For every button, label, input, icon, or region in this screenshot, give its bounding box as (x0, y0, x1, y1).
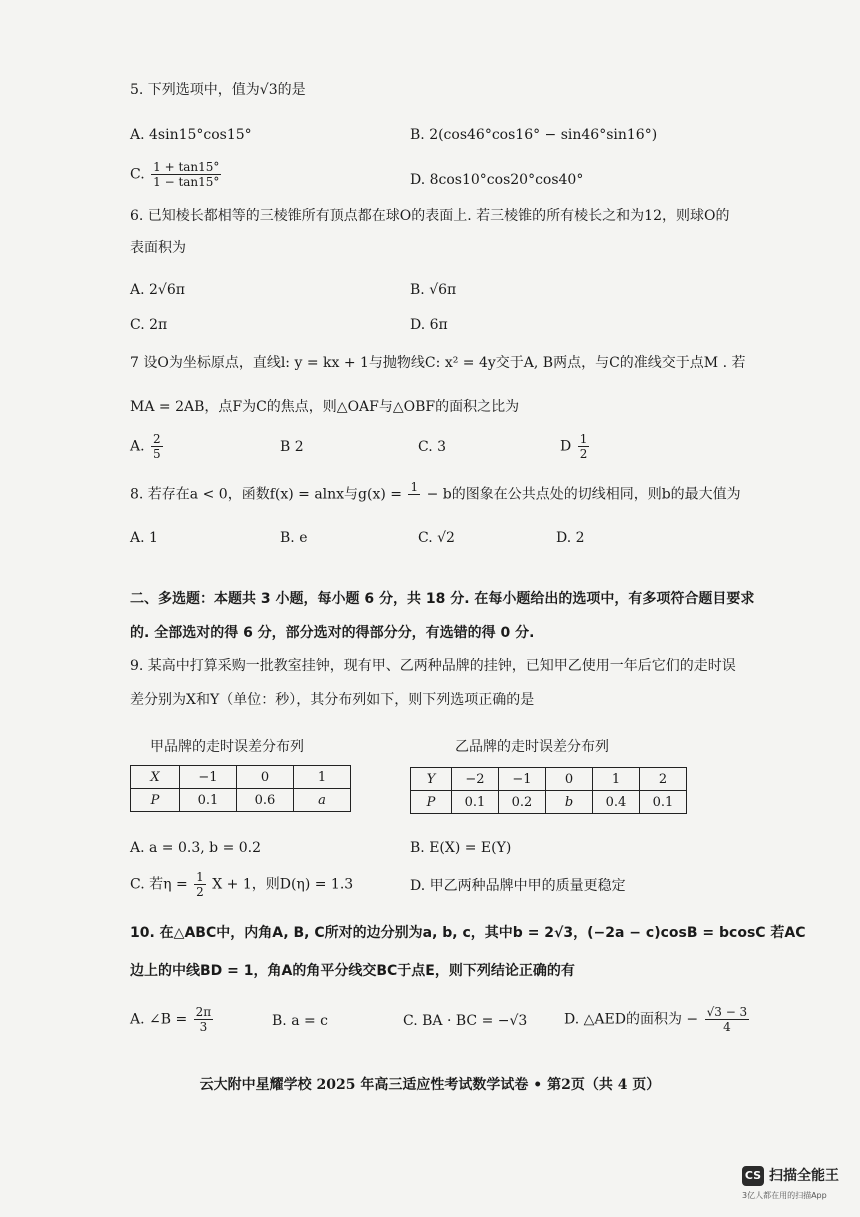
q6-stem-line1: 6. 已知棱长都相等的三棱锥所有顶点都在球O的表面上. 若三棱锥的所有棱长之和为12，则球O的 (130, 208, 730, 224)
page-footer: 云大附中星耀学校 2025 年高三适应性考试数学试卷 • 第2页（共 4 页） (199, 1077, 661, 1093)
q9-table-x-cell: 0.1 (180, 789, 237, 812)
q9-table-y-cell: P (411, 791, 452, 814)
q10-option-a-fraction (194, 1005, 214, 1034)
q9-table-y-header-row (411, 768, 687, 791)
q5-option-c-label: C. (130, 166, 145, 183)
q9-option-d: D. 甲乙两种品牌中甲的质量更稳定 (410, 878, 626, 894)
q9-table-y-header-cell: 1 (593, 768, 640, 791)
q5-option-c-denominator: 1 − tan15° (153, 175, 220, 189)
q7-stem-line1: 7 设O为坐标原点，直线l: y = kx + 1与抛物线C: x² = 4y交于A, B两点，与C的准线交于点M . 若 (130, 355, 746, 371)
q5-option-c (130, 160, 223, 189)
q9-option-a: A. a = 0.3, b = 0.2 (130, 840, 262, 856)
q9-table-y-cell: 0.2 (499, 791, 546, 814)
q8-stem-pre: 8. 若存在a < 0，函数f(x) = alnx与g(x) = (130, 486, 403, 503)
q9-table-x-header-cell: 0 (237, 766, 294, 789)
q8-option-b: B. e (280, 530, 308, 546)
q9-table-y-header-cell: Y (411, 768, 452, 791)
q7-option-d (560, 432, 591, 461)
q5-option-c-fraction (151, 160, 221, 189)
section2-heading-line2: 的. 全部选对的得 6 分，部分选对的得部分分，有选错的得 0 分. (130, 625, 535, 641)
q9-option-c-fraction (194, 870, 206, 899)
q9-table-y-cell: 0.4 (593, 791, 640, 814)
q9-table-y-header-cell: −1 (499, 768, 546, 791)
q7-option-d-numerator: 1 (579, 432, 588, 446)
q9-table-x-cell: a (294, 789, 351, 812)
q7-option-a-fraction (151, 432, 163, 461)
q7-option-d-fraction (578, 432, 590, 461)
q9-table-x (130, 765, 351, 812)
scanner-logo (742, 1164, 852, 1208)
q9-table-x-header-cell: −1 (180, 766, 237, 789)
q8-stem-fraction-denominator (408, 495, 420, 509)
q10-option-d-pre: D. △AED的面积为 (564, 1011, 682, 1028)
q9-stem-line2: 差分别为X和Y（单位：秒），其分布列如下，则下列选项正确的是 (130, 692, 535, 708)
q8-option-a: A. 1 (130, 530, 158, 546)
q8-stem (130, 480, 741, 509)
q7-stem-line2: MA = 2AB，点F为C的焦点，则△OAF与△OBF的面积之比为 (130, 399, 520, 415)
scanner-logo-name: 扫描全能王 (769, 1168, 839, 1184)
q5-option-b: B. 2(cos46°cos16° − sin46°sin16°) (410, 127, 658, 143)
q9-option-c-numerator: 1 (196, 870, 204, 884)
q9-option-c (130, 870, 353, 899)
q10-option-a-denominator: 3 (199, 1020, 208, 1034)
q10-option-c: C. BA · BC = −√3 (403, 1013, 528, 1029)
q9-table-x-header-row (131, 766, 351, 789)
q8-stem-post: − b的图象在公共点处的切线相同，则b的最大值为 (426, 486, 741, 503)
q10-option-d-denominator: 4 (723, 1020, 731, 1034)
q9-option-c-post: X + 1，则D(η) = 1.3 (212, 876, 354, 893)
q7-option-d-label: D (560, 438, 572, 455)
q9-option-b: B. E(X) = E(Y) (410, 840, 512, 856)
q8-stem-fraction-numerator: 1 (410, 480, 419, 494)
q8-option-c: C. √2 (418, 530, 455, 546)
q9-table-y-header-cell: 0 (546, 768, 593, 791)
scanner-logo-badge: CS (742, 1166, 764, 1186)
q7-option-d-denominator: 2 (579, 447, 588, 461)
q9-table-x-header-cell: X (131, 766, 180, 789)
q9-table-y-prob-row (411, 791, 687, 814)
q9-option-c-denominator: 2 (196, 885, 204, 899)
scanner-logo-tagline: 3亿人都在用的扫描App (742, 1191, 827, 1200)
q7-option-a-numerator: 2 (153, 432, 161, 446)
q9-table-y-cell: 0.1 (640, 791, 687, 814)
q10-option-d-sign: − (686, 1011, 699, 1028)
q9-option-c-pre: C. 若η = (130, 876, 188, 893)
q7-option-a (130, 432, 165, 461)
q10-stem-line2: 边上的中线BD = 1，角A的角平分线交BC于点E，则下列结论正确的有 (130, 963, 575, 979)
q9-table-y (410, 767, 687, 814)
q9-table-x-prob-row (131, 789, 351, 812)
q6-option-d: D. 6π (410, 317, 448, 333)
q6-option-c: C. 2π (130, 317, 168, 333)
q6-option-a: A. 2√6π (130, 282, 185, 298)
q9-table-x-cell: 0.6 (237, 789, 294, 812)
q5-option-d: D. 8cos10°cos20°cos40° (410, 172, 584, 188)
q8-option-d: D. 2 (556, 530, 585, 546)
q10-option-d-fraction (705, 1005, 750, 1034)
q7-option-c: C. 3 (418, 439, 447, 455)
q9-table-y-cell: b (546, 791, 593, 814)
q10-option-d (564, 1005, 751, 1034)
q9-table-y-caption: 乙品牌的走时误差分布列 (455, 739, 609, 755)
q10-option-a-pre: A. ∠B = (130, 1011, 188, 1028)
q10-option-b: B. a = c (272, 1013, 329, 1029)
q9-table-x-cell: P (131, 789, 180, 812)
q9-table-x-caption: 甲品牌的走时误差分布列 (150, 739, 304, 755)
section2-heading-line1: 二、多选题：本题共 3 小题，每小题 6 分，共 18 分. 在每小题给出的选项中，有多项符合题目要求 (130, 591, 755, 607)
q5-stem: 5. 下列选项中，值为√3的是 (130, 82, 306, 98)
q9-table-y-header-cell: −2 (452, 768, 499, 791)
q9-stem-line1: 9. 某高中打算采购一批教室挂钟，现有甲、乙两种品牌的挂钟，已知甲乙使用一年后它们的走时误 (130, 658, 736, 674)
q5-option-c-numerator: 1 + tan15° (153, 160, 220, 174)
q10-stem-line1: 10. 在△ABC中，内角A, B, C所对的边分别为a, b, c，其中b = 2√3，(−2a − c)cosB = bcosC 若AC (130, 925, 806, 941)
q7-option-a-label: A. (130, 438, 145, 455)
q7-option-a-denominator: 5 (153, 447, 161, 461)
q9-table-y-cell: 0.1 (452, 791, 499, 814)
q7-option-b: B 2 (280, 439, 304, 455)
q10-option-d-numerator: √3 − 3 (706, 1005, 748, 1019)
q6-option-b: B. √6π (410, 282, 457, 298)
q8-stem-fraction (408, 480, 420, 509)
q9-table-y-header-cell: 2 (640, 768, 687, 791)
q9-table-x-header-cell: 1 (294, 766, 351, 789)
q5-option-a: A. 4sin15°cos15° (130, 127, 252, 143)
q10-option-a (130, 1005, 215, 1034)
q6-stem-line2: 表面积为 (130, 240, 186, 256)
q10-option-a-numerator: 2π (195, 1005, 212, 1019)
